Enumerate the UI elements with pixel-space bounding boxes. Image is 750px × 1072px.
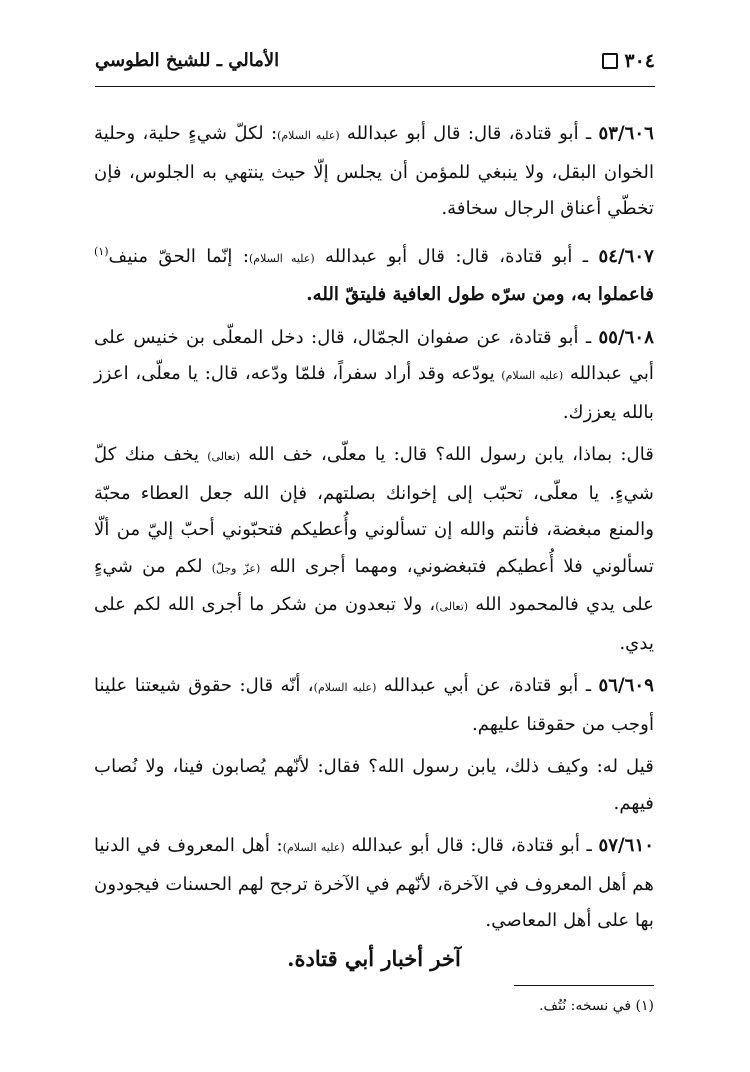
hadith-text: يودّعه وقد أراد سفراً، فلمّا ودّعه، قال: يا معلّى، اعزز بالله يعززك. <box>94 363 654 423</box>
honorific: (تعالى) <box>435 600 469 614</box>
hadith-text: يخف منك كلّ شيءٍ. يا معلّى، تحبّب إلى إخوانك بصلتهم، فإن الله جعل العطاء محبّة والمنع مبغضة، فأنتم والله إن تسألوني وأُعطيكم فتحبّوني أحبّ إليّ من ألّا تسألوني فلا أُعطيكم فتبغضوني، ومهما أجرى الله <box>94 444 654 577</box>
hadith-text: ـ أبو قتادة، قال: قال أبو عبدالله <box>339 123 592 144</box>
hadith-609-continued <box>94 749 654 822</box>
hadith-606 <box>94 116 654 228</box>
honorific: (عليه السلام) <box>501 369 564 383</box>
honorific: (عزّ وجلّ) <box>211 561 261 575</box>
hadith-text: ـ أبو قتادة، قال: قال أبو عبدالله <box>344 835 592 857</box>
hadith-number: ٥٤/٦٠٧ <box>598 245 654 267</box>
page-square-icon <box>602 53 618 69</box>
hadith-609 <box>94 668 654 743</box>
honorific: (عليه السلام) <box>282 841 345 855</box>
hadith-number: ٥٣/٦٠٦ <box>598 123 654 144</box>
honorific: (عليه السلام) <box>248 251 315 265</box>
hadith-text: ـ أبو قتادة، عن أبي عبدالله <box>376 675 592 697</box>
honorific: (عليه السلام) <box>277 129 340 142</box>
hadith-610 <box>94 828 654 940</box>
section-end-title: آخر أخبار أبي قتادة. <box>287 945 461 971</box>
hadith-text: فاعملوا به، ومن سرّه طول العافية فليتقّ الله. <box>306 284 654 306</box>
hadith-text: ، أنّه قال: حقوق شيعتنا علينا أوجب من حقوقنا عليهم. <box>94 675 654 735</box>
page-body <box>94 116 654 971</box>
hadith-607 <box>94 234 654 314</box>
honorific: (تعالى) <box>207 450 241 464</box>
hadith-608 <box>94 320 654 432</box>
hadith-number: ٥٦/٦٠٩ <box>598 675 654 697</box>
hadith-text: لكم من شيءٍ على يدي فالمحمود الله <box>94 555 654 616</box>
hadith-number: ٥٧/٦١٠ <box>598 835 654 857</box>
footnote-divider <box>514 985 654 986</box>
footnote: (١) في نسخه: نُتُف. <box>539 998 654 1014</box>
hadith-608-continued <box>94 437 654 662</box>
hadith-text: قال: بماذا، يابن رسول الله؟ قال: يا معلّى، خف الله <box>240 444 654 466</box>
honorific: (عليه السلام) <box>313 681 377 695</box>
page-number <box>602 50 655 72</box>
hadith-text: : إنّما الحقّ منيف <box>108 245 249 267</box>
header-divider <box>95 86 655 87</box>
hadith-number: ٥٥/٦٠٨ <box>598 326 654 348</box>
page-number-text: ٣٠٤ <box>624 50 655 72</box>
hadith-text: : لكلّ شيءٍ حلية، وحلية الخوان البقل، ولا ينبغي للمؤمن أن يجلس إلّا حيث ينتهي به الجلوس، فإن تخطّي أعناق الرجال سخافة. <box>94 123 654 219</box>
page-header <box>95 50 655 80</box>
hadith-text: : أهل المعروف في الدنيا هم أهل المعروف في الآخرة، لأنّهم في الآخرة ترجح لهم الحسنات فيجودون بها على أهل المعاصي. <box>94 835 654 932</box>
hadith-text: قيل له: وكيف ذلك، يابن رسول الله؟ فقال: لأنّهم يُصابون فينا، ولا نُصاب فيهم. <box>94 756 654 814</box>
hadith-text: ـ أبو قتادة، عن صفوان الجمّال، قال: دخل المعلّى بن خنيس على أبي عبدالله <box>94 326 654 385</box>
hadith-text: ، ولا تبعدون من شكر ما أجرى الله لكم على يدي. <box>94 594 654 654</box>
footnote-ref[interactable]: (١) <box>94 244 109 258</box>
book-title: الأمالي ـ للشيخ الطوسي <box>95 50 280 71</box>
hadith-text: ـ أبو قتادة، قال: قال أبو عبدالله <box>314 245 589 267</box>
